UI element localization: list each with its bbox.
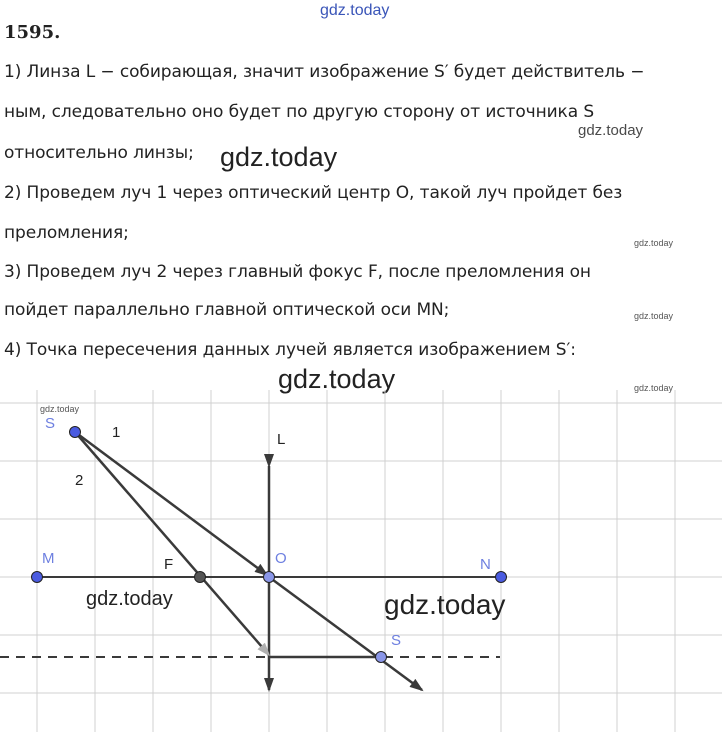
watermark-7: gdz.today	[40, 404, 80, 414]
watermark-1: gdz.today	[578, 122, 644, 139]
label-F: F	[164, 556, 174, 573]
watermark-2: gdz.today	[220, 142, 338, 172]
text-line-3: относительно линзы;	[4, 143, 194, 163]
label-ray-1: 1	[112, 424, 121, 441]
label-O: O	[275, 550, 287, 567]
point-N	[496, 572, 507, 583]
focus-point-F	[195, 572, 206, 583]
label-N: N	[480, 556, 491, 573]
grid	[0, 390, 722, 732]
label-S: S	[45, 415, 56, 432]
text-line-6: 3) Проведем луч 2 через главный фокус F, после преломления он	[4, 262, 591, 282]
problem-number: 1595.	[4, 22, 61, 43]
watermark-3: gdz.today	[634, 238, 674, 248]
watermark-4: gdz.today	[634, 311, 674, 321]
text-line-7: пойдет параллельно главной оптической оси MN;	[4, 300, 450, 320]
label-ray-2: 2	[75, 472, 84, 489]
point-M	[32, 572, 43, 583]
watermark-5: gdz.today	[278, 364, 396, 394]
lens-ray-diagram	[0, 370, 722, 732]
source-point-S	[70, 427, 81, 438]
label-L: L	[277, 431, 286, 448]
watermark-8: gdz.today	[86, 588, 173, 610]
text-line-5: преломления;	[4, 223, 129, 243]
text-line-2: ным, следовательно оно будет по другую сторону от источника S	[4, 102, 595, 122]
watermark-9: gdz.today	[384, 589, 506, 620]
text-line-1: 1) Линза L − собирающая, значит изображение S′ будет действитель −	[4, 62, 645, 82]
image-point-S	[376, 652, 387, 663]
ray-2-incident	[75, 432, 269, 655]
ray-1-incident	[75, 432, 267, 575]
label-S-image: S	[391, 632, 402, 649]
watermark-6: gdz.today	[634, 383, 674, 393]
text-line-4: 2) Проведем луч 1 через оптический центр O, такой луч пройдет без	[4, 183, 623, 203]
text-line-8: 4) Точка пересечения данных лучей является изображением S′:	[4, 340, 576, 360]
watermark-top[interactable]: gdz.today	[320, 2, 390, 19]
label-M: M	[42, 550, 55, 567]
center-point-O	[264, 572, 275, 583]
